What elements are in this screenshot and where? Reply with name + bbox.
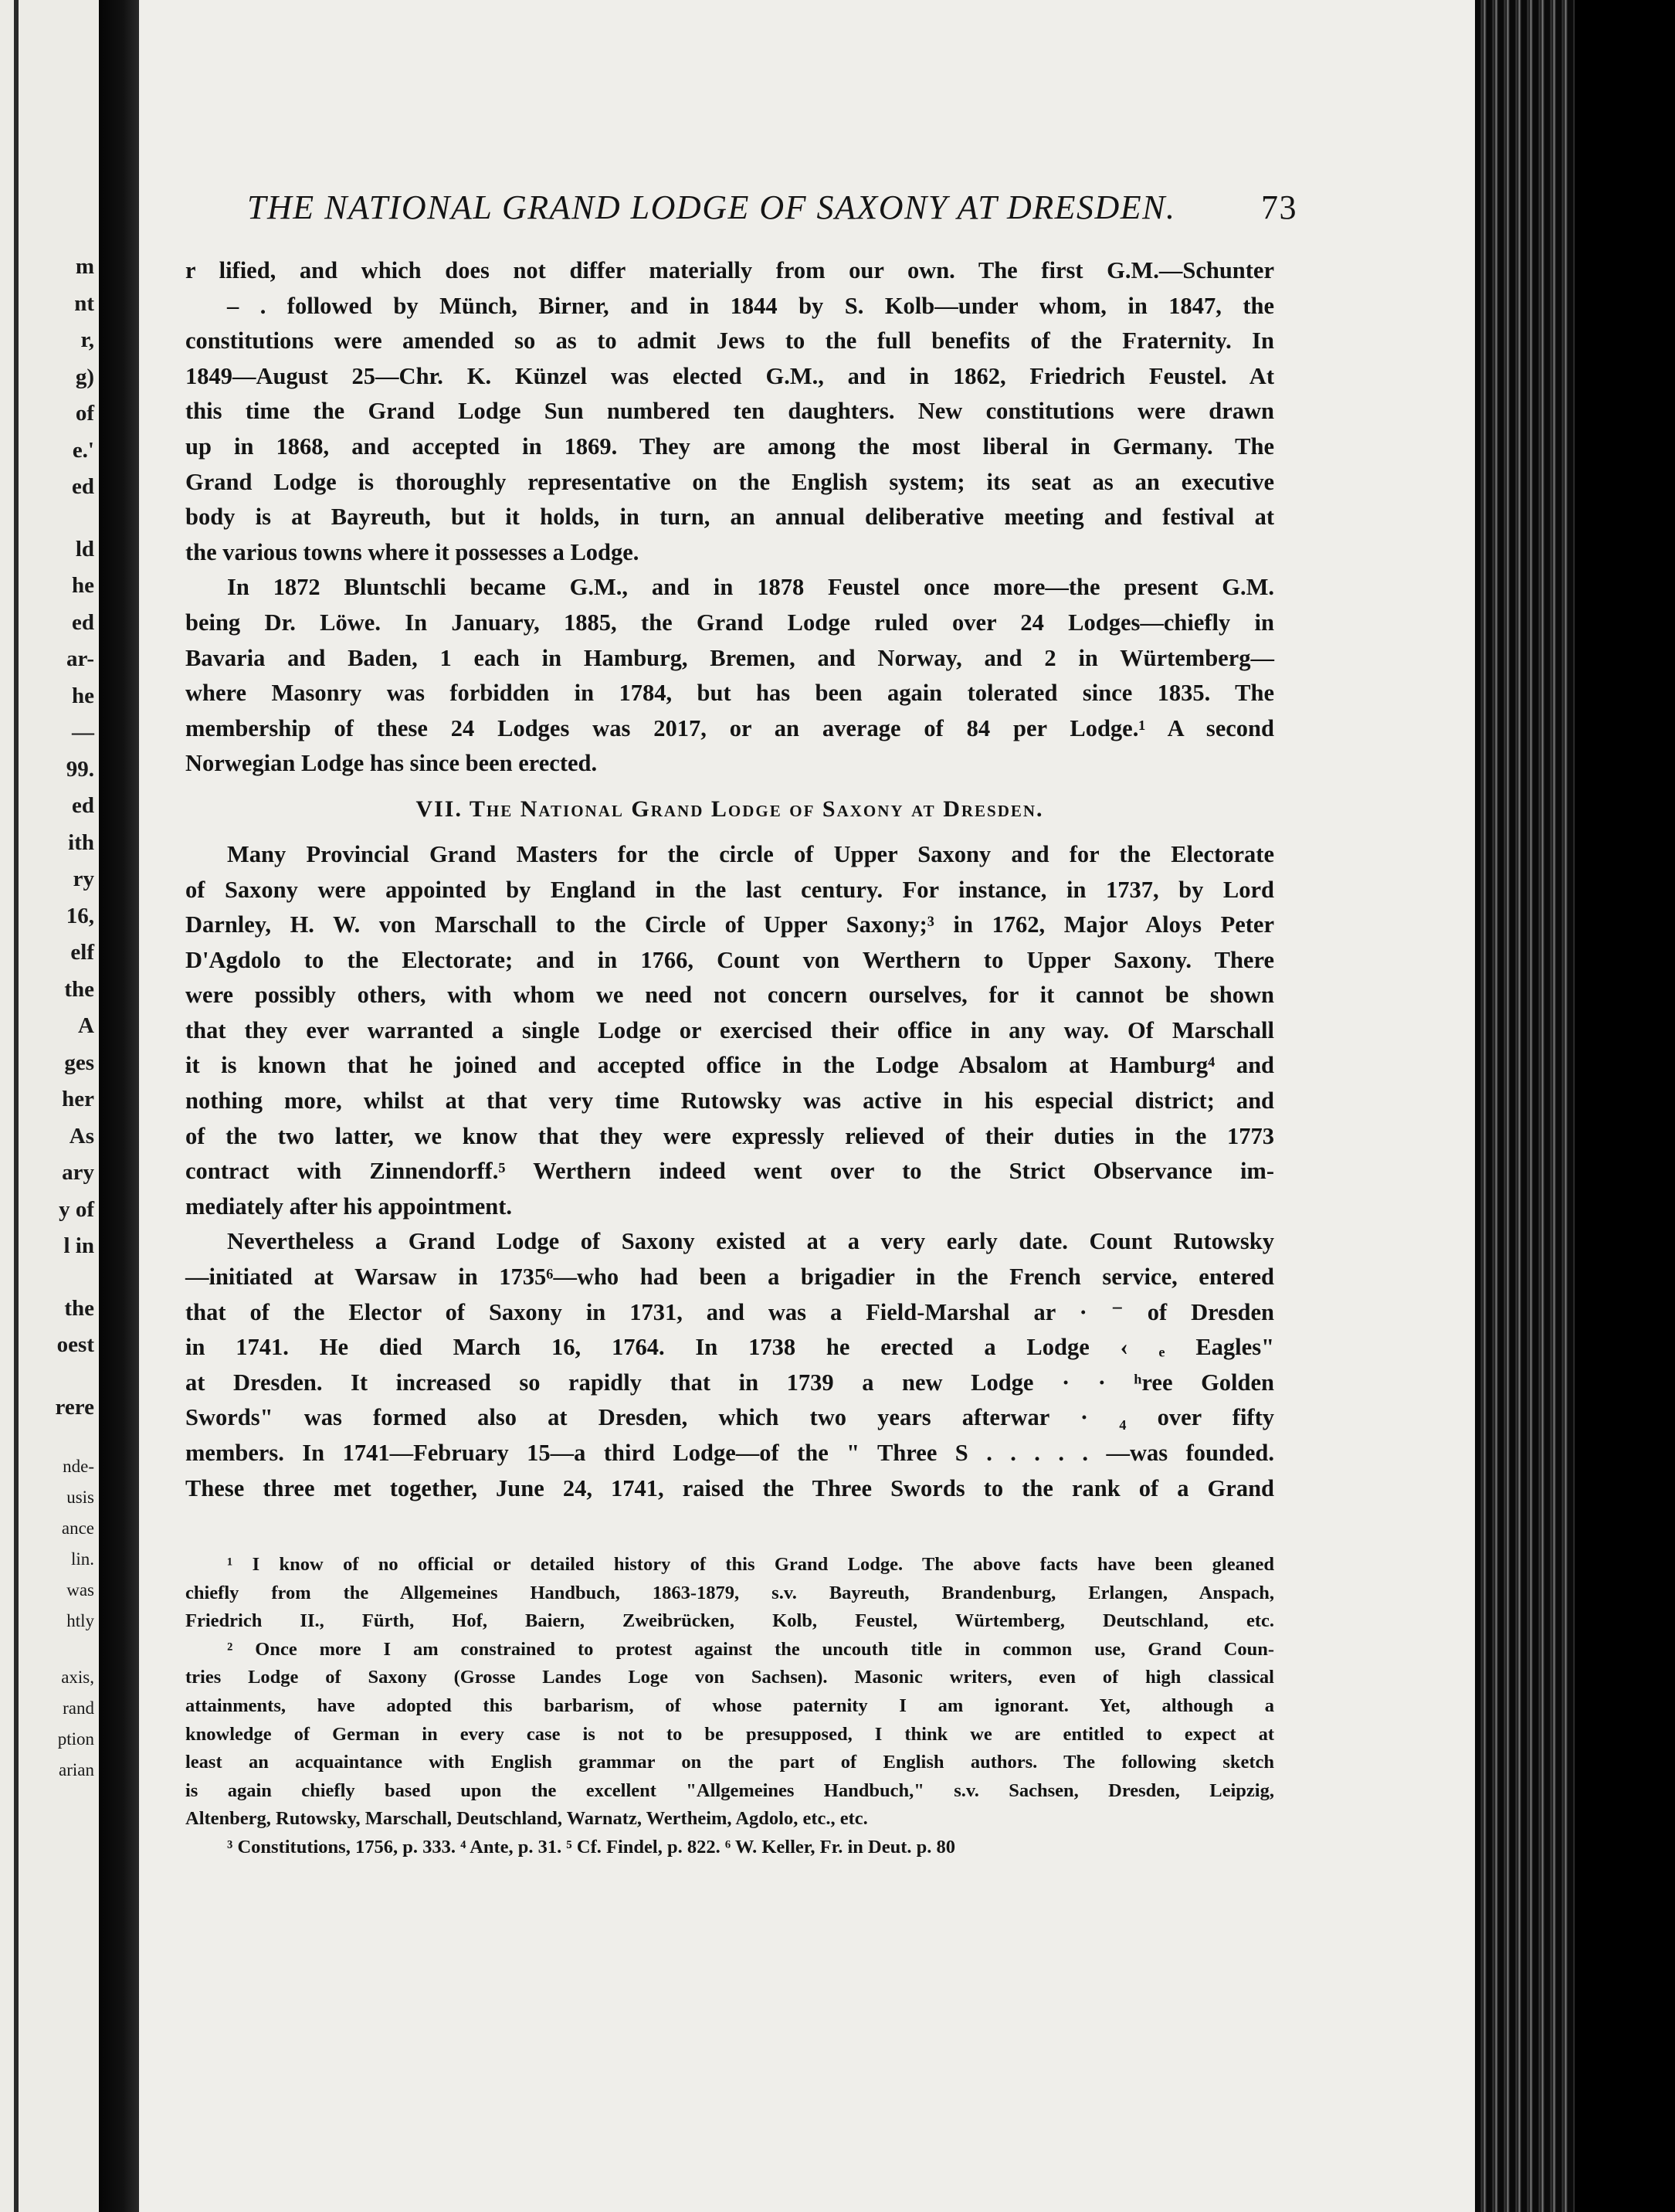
facing-page-fragment (56, 1637, 94, 1662)
paragraph-2 (185, 570, 1274, 782)
background-shadow (1575, 0, 1675, 2212)
footnote-line: Altenberg, Rutowsky, Marschall, Deutschland, Warnatz, Wertheim, Agdolo, etc., etc. (185, 1808, 868, 1830)
facing-page-text-fragments (56, 249, 94, 1786)
section-heading: VII. The National Grand Lodge of Saxony at Dresden. (415, 796, 1044, 822)
footnote-line: attainments, have adopted this barbarism, of whose paternity I am ignorant. Yet, although a (185, 1695, 1274, 1716)
facing-page-fragment: A (78, 1013, 94, 1038)
text-line: —initiated at Warsaw in 1735⁶—who had been a brigadier in the French service, entered (185, 1264, 1274, 1291)
text-line: Swords" was formed also at Dresden, which two years afterwar · ₄ over fifty (185, 1404, 1274, 1431)
text-line: 1849—August 25—Chr. K. Künzel was elected G.M., and in 1862, Friedrich Feustel. At (185, 362, 1274, 389)
facing-page-fragment: axis, (61, 1667, 94, 1687)
facing-page-fragment: As (69, 1123, 94, 1148)
footnote-line: chiefly from the Allgemeines Handbuch, 1863-1879, s.v. Bayreuth, Brandenburg, Erlangen, Anspach, (185, 1582, 1274, 1603)
facing-page-fragment: ed (72, 474, 94, 499)
page-stack-edge (1475, 0, 1675, 2212)
text-line: Nevertheless a Grand Lodge of Saxony existed at a very early date. Count Rutowsky (227, 1228, 1274, 1255)
facing-page-fragment: rand (63, 1698, 94, 1718)
text-line: of the two latter, we know that they were expressly relieved of their duties in the 1773 (185, 1122, 1274, 1149)
text-line: it is known that he joined and accepted office in the Lodge Absalom at Hamburg⁴ and (185, 1052, 1274, 1079)
facing-page-fragment: 16, (66, 903, 94, 928)
text-line: – . followed by Münch, Birner, and in 1844 by S. Kolb—under whom, in 1847, the (227, 292, 1274, 319)
footnote-line: ² Once more I am constrained to protest against the uncouth title in common use, Grand Coun- (227, 1638, 1274, 1660)
facing-page-fragment: lin. (70, 1549, 94, 1569)
facing-page-fragment: l in (63, 1233, 94, 1258)
facing-page-fragment: y of (59, 1196, 94, 1222)
running-title: THE NATIONAL GRAND LODGE OF SAXONY AT DRESDEN. (247, 188, 1176, 226)
footnote-line: Friedrich II., Fürth, Hof, Baiern, Zweibrücken, Kolb, Feustel, Würtemberg, Deutschland, etc. (185, 1610, 1274, 1632)
footnote-line: ¹ I know of no official or detailed history of this Grand Lodge. The above facts have been gleaned (227, 1554, 1274, 1575)
paragraph-3 (185, 837, 1274, 1225)
facing-page-fragment: he (72, 683, 94, 708)
facing-page-fragment: the (64, 976, 94, 1002)
page-number: 73 (1261, 188, 1297, 226)
text-line: were possibly others, with whom we need not concern ourselves, for it cannot be shown (185, 982, 1274, 1009)
facing-page-fragment (56, 1364, 94, 1389)
text-line: the various towns where it possesses a Lodge. (185, 538, 639, 565)
footnote-line: ³ Constitutions, 1756, p. 333. ⁴ Ante, p. 31. ⁵ Cf. Findel, p. 822. ⁶ W. Keller, Fr. in Deut. p. 80 (227, 1836, 956, 1857)
facing-page-fragment: was (66, 1580, 94, 1600)
text-line: D'Agdolo to the Electorate; and in 1766, Count von Werthern to Upper Saxony. There (185, 946, 1274, 973)
footnote-line: knowledge of German in every case is not to be presupposed, I think we are entitled to expect at (185, 1723, 1274, 1745)
facing-page-fragment: ary (62, 1160, 94, 1185)
text-line: body is at Bayreuth, but it holds, in turn, an annual deliberative meeting and festival at (185, 504, 1274, 531)
facing-page-fragment: her (62, 1087, 94, 1111)
text-line: nothing more, whilst at that very time Rutowsky was active in his especial district; and (185, 1087, 1274, 1114)
text-line: Bavaria and Baden, 1 each in Hamburg, Bremen, and Norway, and 2 in Würtemberg— (185, 644, 1274, 671)
facing-page-fragment: ld (75, 536, 94, 561)
text-line: contract with Zinnendorff.⁵ Werthern indeed went over to the Strict Observance im- (185, 1158, 1274, 1185)
text-line: at Dresden. It increased so rapidly that in 1739 a new Lodge · · ʰree Golden (185, 1369, 1274, 1396)
facing-page-fragment: ith (68, 830, 94, 855)
text-line: being Dr. Löwe. In January, 1885, the Grand Lodge ruled over 24 Lodges—chiefly in (185, 609, 1274, 636)
text-line: Many Provincial Grand Masters for the circle of Upper Saxony and for the Electorate (227, 840, 1274, 867)
footnote-1 (185, 1551, 1274, 1636)
facing-page-fragment: he (72, 573, 94, 598)
facing-page-fragment: usis (66, 1488, 94, 1507)
text-line: Norwegian Lodge has since been erected. (185, 750, 598, 777)
facing-page-fragment: ed (72, 793, 94, 818)
facing-page-fragment: of (75, 401, 94, 426)
text-line: members. In 1741—February 15—a third Lodge—of the " Three S . . . . . —was founded. (185, 1440, 1274, 1466)
facing-page-fragment: nt (74, 290, 94, 316)
facing-page-fragment: ance (61, 1518, 94, 1538)
footnote-line: is again chiefly based upon the excellent "Allgemeines Handbuch," s.v. Sachsen, Dresden, Leipzig, (185, 1779, 1274, 1801)
book-gutter (99, 0, 139, 2212)
body-text (185, 253, 1274, 1506)
text-line: r lified, and which does not differ materially from our own. The first G.M.—Schunter (185, 257, 1274, 283)
facing-page-strip (0, 0, 99, 2212)
text-line: In 1872 Bluntschli became G.M., and in 1878 Feustel once more—the present G.M. (227, 574, 1274, 601)
footnote-line: least an acquaintance with English grammar on the part of English authors. The following sketch (185, 1752, 1274, 1773)
footnote-2 (185, 1636, 1274, 1834)
facing-page-fragment: — (72, 720, 94, 745)
facing-page-fragment (56, 1265, 94, 1291)
paragraph-4 (185, 1224, 1274, 1506)
text-line: of Saxony were appointed by England in the last century. For instance, in 1737, by Lord (185, 876, 1274, 903)
facing-page-fragment: oest (56, 1332, 94, 1357)
footnotes (185, 1551, 1274, 1862)
facing-page-fragment: ed (72, 609, 94, 635)
footnote-line: tries Lodge of Saxony (Grosse Landes Loge von Sachsen). Masonic writers, even of high classical (185, 1667, 1274, 1688)
facing-page-fragment: arian (59, 1760, 94, 1779)
facing-page-fragment: e.' (72, 437, 94, 463)
facing-page-fragment: ry (73, 867, 94, 891)
paragraph-1 (185, 253, 1274, 570)
facing-page-fragment: 99. (66, 756, 94, 782)
text-line: that of the Elector of Saxony in 1731, and was a Field-Marshal ar · ⁻ of Dresden (185, 1298, 1274, 1325)
facing-page-fragment: m (75, 254, 94, 279)
text-line: Darnley, H. W. von Marschall to the Circle of Upper Saxony;³ in 1762, Major Aloys Peter (185, 911, 1274, 938)
text-line: this time the Grand Lodge Sun numbered ten daughters. New constitutions were drawn (185, 398, 1274, 425)
facing-page-fragment: ges (64, 1050, 94, 1075)
facing-page-fragment (56, 1426, 94, 1451)
text-line: that they ever warranted a single Lodge or exercised their office in any way. Of Marschall (185, 1016, 1274, 1043)
facing-page-fragment: rere (55, 1394, 94, 1420)
text-line: up in 1868, and accepted in 1869. They are among the most liberal in Germany. The (185, 433, 1274, 460)
facing-page-fragment: elf (70, 940, 94, 965)
text-line: Grand Lodge is thoroughly representative on the English system; its seat as an executive (185, 468, 1274, 495)
facing-page-fragment: nde- (63, 1457, 94, 1476)
facing-page-edge (14, 0, 19, 2212)
facing-page-fragment: g) (75, 364, 94, 389)
facing-page-fragment (56, 506, 94, 531)
text-line: in 1741. He died March 16, 1764. In 1738 he erected a Lodge ‹ ₑ Eagles" (185, 1334, 1274, 1361)
facing-page-fragment: ption (57, 1729, 94, 1749)
facing-page-fragment: ar- (66, 646, 94, 671)
text-line: membership of these 24 Lodges was 2017, or an average of 84 per Lodge.¹ A second (185, 714, 1274, 741)
facing-page-fragment: r, (80, 327, 94, 352)
text-line: constitutions were amended so as to admit Jews to the full benefits of the Fraternity. In (185, 327, 1274, 355)
facing-page-fragment: the (64, 1295, 94, 1321)
text-line: mediately after his appointment. (185, 1193, 513, 1220)
text-line: These three met together, June 24, 1741, raised the Three Swords to the rank of a Grand (185, 1474, 1274, 1501)
facing-page-fragment: htly (66, 1611, 94, 1630)
footnote-3 (185, 1834, 1274, 1862)
running-head (247, 188, 1297, 227)
text-line: where Masonry was forbidden in 1784, but has been again tolerated since 1835. The (185, 680, 1274, 707)
